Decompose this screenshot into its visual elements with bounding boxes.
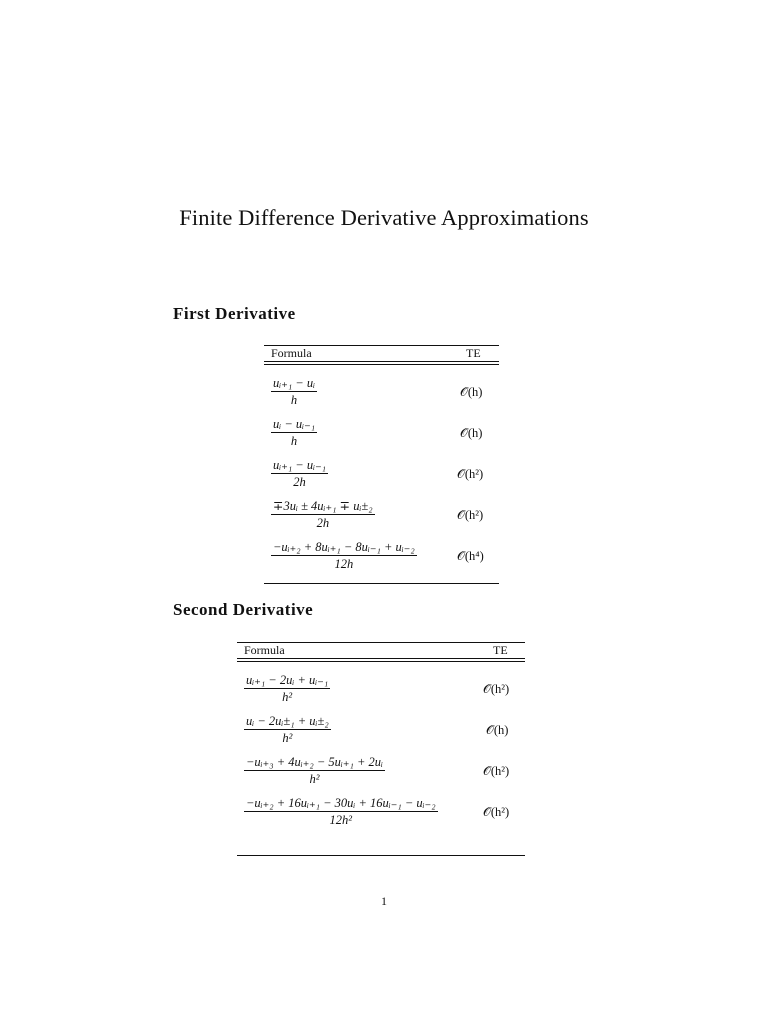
truncation-error: 𝒪(h²)	[483, 764, 510, 778]
formula-denominator: 12h	[334, 557, 354, 571]
formula-fraction	[244, 714, 331, 746]
first-derivative-heading: First Derivative	[173, 304, 296, 323]
table-row	[264, 417, 499, 453]
truncation-error: 𝒪(h²)	[457, 508, 484, 522]
truncation-error: 𝒪(h)	[460, 426, 483, 440]
formula-numerator: −uᵢ₊₂ + 16uᵢ₊₁ − 30uᵢ + 16uᵢ₋₁ − uᵢ₋₂	[246, 796, 436, 810]
table-row	[237, 755, 525, 791]
formula-column-header: Formula	[244, 643, 285, 657]
formula-fraction	[271, 376, 317, 408]
formula-numerator: ∓3uᵢ ± 4uᵢ₊₁ ∓ uᵢ±₂	[273, 499, 373, 513]
formula-fraction	[271, 540, 417, 572]
formula-numerator: uᵢ − uᵢ₋₁	[273, 417, 316, 431]
formula-denominator: h²	[282, 731, 293, 745]
table-row	[264, 499, 499, 535]
table-row	[237, 673, 525, 709]
truncation-error: 𝒪(h⁴)	[457, 549, 484, 563]
table-row	[237, 796, 525, 832]
formula-fraction	[244, 796, 438, 828]
formula-denominator: 2h	[293, 475, 306, 489]
table-row	[237, 714, 525, 750]
table-row	[264, 458, 499, 494]
truncation-error: 𝒪(h)	[460, 385, 483, 399]
truncation-error: 𝒪(h)	[486, 723, 509, 737]
table-row	[264, 376, 499, 412]
formula-fraction	[244, 673, 330, 705]
truncation-error: 𝒪(h²)	[457, 467, 484, 481]
table-row	[264, 540, 499, 576]
formula-denominator: 2h	[316, 516, 330, 530]
formula-numerator: −uᵢ₊₂ + 8uᵢ₊₁ − 8uᵢ₋₁ + uᵢ₋₂	[273, 540, 415, 554]
formula-numerator: uᵢ₊₁ − uᵢ	[273, 376, 316, 390]
formula-column-header: Formula	[271, 346, 312, 360]
second-derivative-heading: Second Derivative	[173, 600, 314, 619]
formula-denominator: h	[290, 434, 298, 448]
formula-numerator: uᵢ − 2uᵢ±₁ + uᵢ±₂	[246, 714, 329, 728]
page-number: 1	[381, 894, 387, 908]
table-header	[264, 346, 499, 361]
formula-fraction	[271, 458, 328, 490]
table-header	[237, 643, 525, 658]
first-derivative-table	[264, 345, 499, 585]
page-title: Finite Difference Derivative Approximations	[179, 205, 589, 230]
table-bottom-rule	[237, 855, 525, 856]
second-derivative-table	[237, 642, 525, 862]
formula-numerator: uᵢ₊₁ − 2uᵢ + uᵢ₋₁	[246, 673, 329, 687]
formula-denominator: h	[290, 393, 298, 407]
formula-fraction	[271, 417, 317, 449]
formula-denominator: h²	[282, 690, 293, 704]
table-bottom-rule	[264, 583, 499, 584]
formula-fraction	[244, 755, 385, 787]
formula-denominator: h²	[309, 772, 320, 786]
formula-fraction	[271, 499, 375, 531]
formula-denominator: 12h²	[329, 813, 353, 827]
formula-numerator: −uᵢ₊₃ + 4uᵢ₊₂ − 5uᵢ₊₁ + 2uᵢ	[246, 755, 383, 769]
truncation-error: 𝒪(h²)	[483, 805, 510, 819]
te-column-header: TE	[493, 643, 508, 657]
truncation-error: 𝒪(h²)	[483, 682, 510, 696]
formula-numerator: uᵢ₊₁ − uᵢ₋₁	[273, 458, 327, 472]
te-column-header: TE	[466, 346, 481, 360]
